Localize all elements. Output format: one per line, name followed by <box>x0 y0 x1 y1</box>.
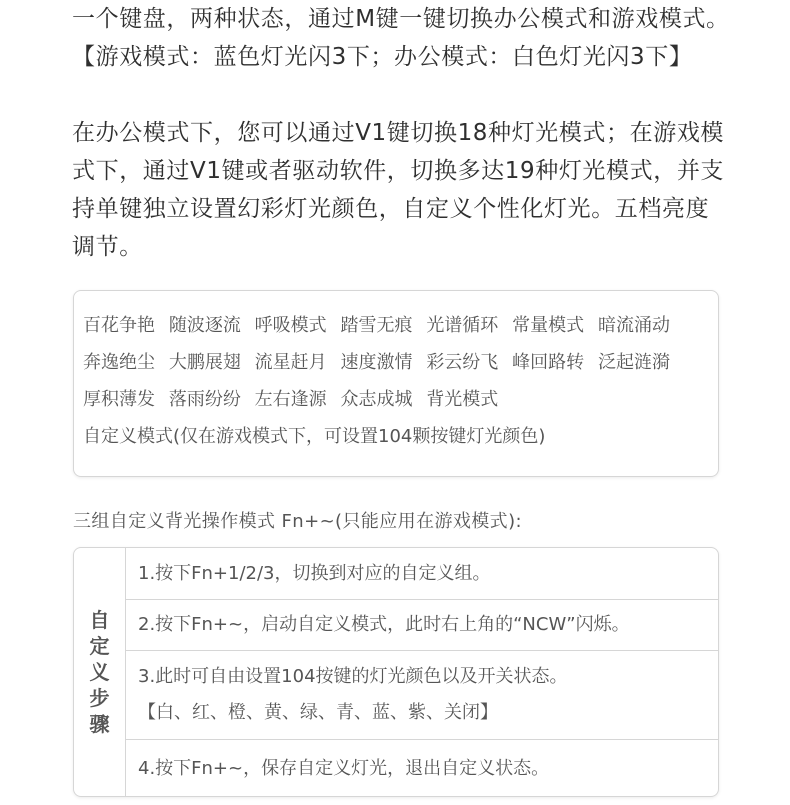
lighting-mode-name: 暗流涌动 <box>597 315 670 336</box>
lighting-mode-name: 峰回路转 <box>512 352 585 373</box>
lighting-mode-name: 厚积薄发 <box>83 389 155 410</box>
step-text: 1.按下Fn+1/2/3，切换到对应的自定义组。 <box>138 562 491 584</box>
lighting-mode-name: 众志成城 <box>340 389 413 410</box>
step-text: 2.按下Fn+~，启动自定义模式，此时右上角的“NCW”闪烁。 <box>138 614 630 635</box>
lighting-description: 在办公模式下，您可以通过V1键切换18种灯光模式；在游戏模式下，通过V1键或者驱动软件，切换多达19种灯光模式，并支持单键独立设置幻彩灯光颜色，自定义个性化灯光。五档亮度调节。 <box>72 120 725 260</box>
custom-groups-title: 三组自定义背光操作模式 Fn+~(只能应用在游戏模式): <box>73 511 522 532</box>
lighting-modes-box <box>73 290 719 477</box>
step-row-2 <box>126 600 718 651</box>
lighting-mode-name: 彩云纷飞 <box>426 352 499 373</box>
lighting-mode-name: 常量模式 <box>512 315 585 336</box>
lighting-mode-name: 随波逐流 <box>168 315 241 336</box>
step-row-3 <box>126 651 718 740</box>
custom-steps-table <box>73 547 719 797</box>
step-color-options: 【白、红、橙、黄、绿、青、蓝、紫、关闭】 <box>138 702 498 723</box>
lighting-mode-list <box>83 307 712 418</box>
lighting-mode-name: 大鹏展翅 <box>168 352 241 373</box>
step-text: 4.按下Fn+~，保存自定义灯光，退出自定义状态。 <box>138 758 550 779</box>
lighting-mode-name: 呼吸模式 <box>254 315 327 336</box>
lighting-mode-name: 落雨纷纷 <box>168 389 241 410</box>
lighting-mode-name: 速度激情 <box>340 352 413 373</box>
step-row-1 <box>126 548 718 600</box>
intro-paragraph: 一个键盘，两种状态，通过M键一键切换办公模式和游戏模式。【游戏模式：蓝色灯光闪3下；办公模式：白色灯光闪3下】 <box>72 6 730 70</box>
lighting-mode-name: 流星赶月 <box>254 352 327 373</box>
step-row-4 <box>126 740 718 797</box>
lighting-mode-name: 左右逢源 <box>254 389 327 410</box>
custom-mode-note: 自定义模式(仅在游戏模式下，可设置104颗按键灯光颜色) <box>83 426 546 447</box>
steps-label-cell <box>74 548 126 796</box>
lighting-mode-name: 踏雪无痕 <box>340 315 413 336</box>
lighting-mode-name: 光谱循环 <box>426 315 499 336</box>
step-text: 3.此时可自由设置104按键的灯光颜色以及开关状态。 <box>138 666 568 687</box>
lighting-mode-name: 背光模式 <box>426 389 499 410</box>
lighting-mode-name: 奔逸绝尘 <box>83 352 155 373</box>
lighting-mode-name: 泛起涟漪 <box>597 352 670 373</box>
steps-label: 自定义步骤 <box>89 608 110 736</box>
lighting-mode-name: 百花争艳 <box>83 315 155 336</box>
